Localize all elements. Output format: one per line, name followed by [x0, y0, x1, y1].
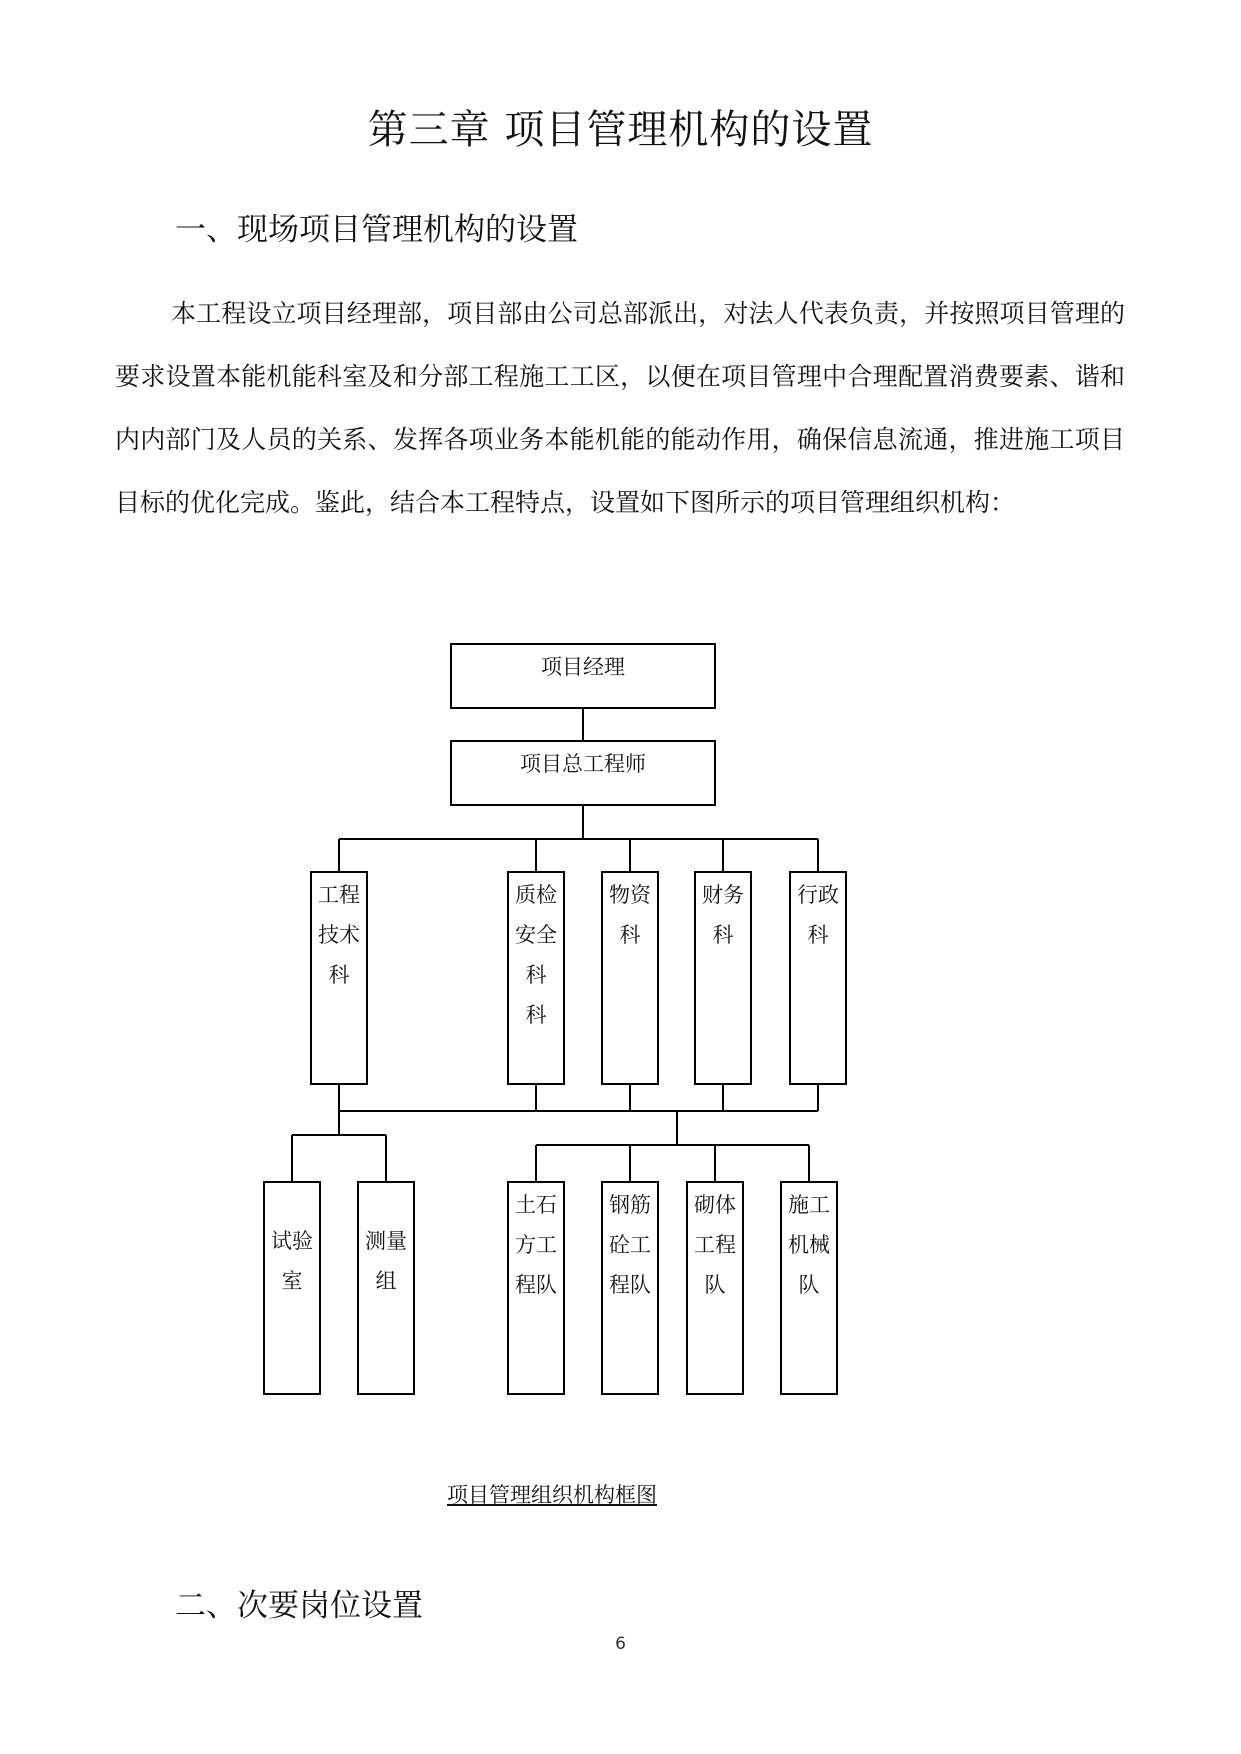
team-box-label: 试验	[271, 1229, 313, 1253]
team-box-label: 方工	[515, 1233, 557, 1257]
department-box-label: 质检	[515, 883, 557, 907]
department-box	[695, 872, 751, 1084]
department-box-label: 科	[807, 923, 829, 947]
department-box-label: 科	[712, 923, 734, 947]
department-box-label: 科	[619, 923, 641, 947]
chart-caption: 项目管理组织机构框图	[447, 1483, 657, 1507]
section-heading-1: 一、现场项目管理机构的设置	[175, 212, 578, 248]
chief-engineer-box	[451, 741, 715, 805]
project-manager-box-label: 项目经理	[541, 655, 625, 679]
department-box-label: 安全	[515, 923, 557, 947]
department-box-label: 工程	[318, 883, 360, 907]
team-box	[781, 1182, 837, 1394]
page-number: 6	[615, 1634, 626, 1654]
department-box-label: 技术	[318, 923, 360, 947]
team-box-label: 程队	[515, 1273, 557, 1297]
team-box-label: 施工	[788, 1193, 830, 1217]
department-box	[602, 872, 658, 1084]
team-box-label: 室	[281, 1269, 303, 1293]
project-manager-box	[451, 644, 715, 708]
team-box-label: 程队	[609, 1273, 651, 1297]
body-paragraph: 本工程设立项目经理部，项目部由公司总部派出，对法人代表负责，并按照项目管理的要求设置本能机能科室及和分部工程施工工区，以便在项目管理中合理配置消费要素、谐和内内部门及人员的关系、发挥各项业务本能机能的能动作用，确保信息流通，推进施工项目目标的优化完成。鉴此，结合本工程特点，设置如下图所示的项目管理组织机构：	[115, 299, 1125, 517]
team-box-label: 砼工	[609, 1233, 651, 1257]
team-box-label: 钢筋	[609, 1193, 651, 1217]
chief-engineer-box-label: 项目总工程师	[520, 752, 646, 776]
team-box-label: 土石	[515, 1193, 557, 1217]
department-box-label: 物资	[609, 883, 651, 907]
team-box-label: 工程	[694, 1233, 736, 1257]
department-box-label: 行政	[797, 883, 839, 907]
team-box-label: 队	[704, 1273, 726, 1297]
department-box-label: 财务	[702, 883, 744, 907]
org-chart-boxes	[264, 644, 846, 1394]
department-box	[508, 872, 564, 1084]
team-box-label: 测量	[365, 1229, 407, 1253]
team-box	[358, 1182, 414, 1394]
department-box	[311, 872, 367, 1084]
team-box-label: 组	[375, 1269, 397, 1293]
team-box	[687, 1182, 743, 1394]
section-heading-2: 二、次要岗位设置	[175, 1588, 423, 1624]
team-box-label: 机械	[788, 1233, 830, 1257]
team-box-label: 砌体	[694, 1193, 736, 1217]
team-box	[602, 1182, 658, 1394]
chapter-title: 第三章 项目管理机构的设置	[367, 107, 874, 153]
department-box-label: 科	[525, 1003, 547, 1027]
department-box-label: 科	[328, 963, 350, 987]
team-box	[264, 1182, 320, 1394]
department-box	[790, 872, 846, 1084]
team-box-label: 队	[798, 1273, 820, 1297]
team-box	[508, 1182, 564, 1394]
department-box-label: 科	[525, 963, 547, 987]
